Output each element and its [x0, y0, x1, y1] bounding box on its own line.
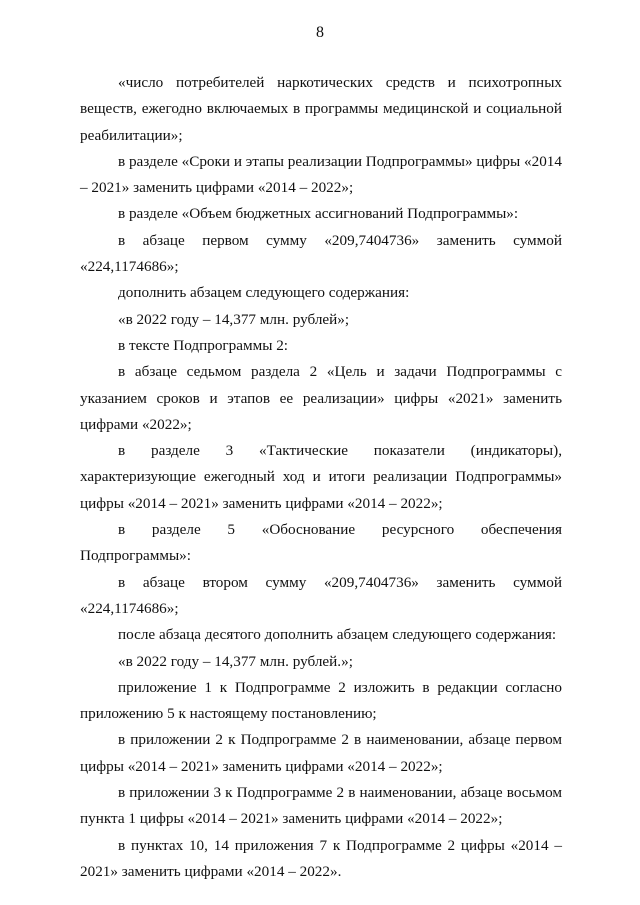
- paragraph: в абзаце седьмом раздела 2 «Цель и задачи Подпрограммы с указанием сроков и этапов ее реализации» цифры «2021» заменить цифрами «2022»;: [80, 363, 562, 433]
- paragraph: «в 2022 году – 14,377 млн. рублей.»;: [118, 652, 353, 670]
- document-body: [80, 70, 562, 885]
- paragraph: «число потребителей наркотических средств и психотропных веществ, ежегодно включаемых в программы медицинской и социальной реабилитации»;: [80, 74, 562, 144]
- paragraph: в абзаце первом сумму «209,7404736» заменить суммой «224,1174686»;: [80, 231, 562, 276]
- paragraph: в приложении 2 к Подпрограмме 2 в наименовании, абзаце первом цифры «2014 – 2021» заменить цифрами «2014 – 2022»;: [80, 731, 562, 775]
- paragraph: в разделе «Объем бюджетных ассигнований Подпрограммы»:: [118, 205, 519, 223]
- paragraph: дополнить абзацем следующего содержания:: [118, 284, 410, 302]
- paragraph: «в 2022 году – 14,377 млн. рублей»;: [118, 310, 350, 328]
- paragraph: в приложении 3 к Подпрограмме 2 в наименовании, абзаце восьмом пункта 1 цифры «2014 – 2021» заменить цифрами «2014 – 2022»;: [80, 784, 562, 828]
- paragraph: в разделе «Сроки и этапы реализации Подпрограммы» цифры «2014 – 2021» заменить цифрами «2014 – 2022»;: [80, 152, 562, 197]
- paragraph: после абзаца десятого дополнить абзацем следующего содержания:: [118, 626, 557, 644]
- paragraph: в пунктах 10, 14 приложения 7 к Подпрограмме 2 цифры «2014 – 2021» заменить цифрами «2014 – 2022».: [80, 836, 562, 880]
- paragraph: в разделе 3 «Тактические показатели (индикаторы), характеризующие ежегодный ход и итоги реализации Подпрограммы» цифры «2014 – 2021» заменить цифрами «2014 – 2022»;: [80, 442, 562, 512]
- paragraph: в абзаце втором сумму «209,7404736» заменить суммой «224,1174686»;: [80, 573, 562, 617]
- paragraph: в разделе 5 «Обоснование ресурсного обеспечения Подпрограммы»:: [80, 521, 562, 565]
- paragraph: в тексте Подпрограммы 2:: [118, 336, 289, 354]
- page-number: 8: [316, 24, 324, 41]
- paragraph: приложение 1 к Подпрограмме 2 изложить в редакции согласно приложению 5 к настоящему постановлению;: [80, 678, 562, 723]
